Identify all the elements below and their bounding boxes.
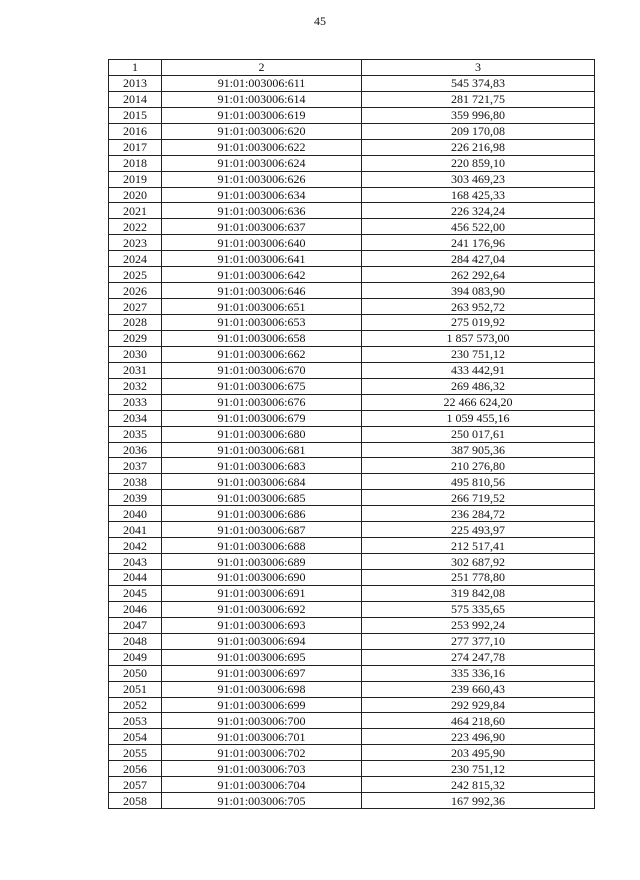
cadastral-number-cell: 91:01:003006:704 <box>162 777 362 793</box>
cadastral-number-cell: 91:01:003006:636 <box>162 203 362 219</box>
cadastral-number-cell: 91:01:003006:683 <box>162 458 362 474</box>
cadastral-number-cell: 91:01:003006:697 <box>162 665 362 681</box>
value-cell: 292 929,84 <box>362 697 595 713</box>
value-cell: 239 660,43 <box>362 681 595 697</box>
value-cell: 359 996,80 <box>362 107 595 123</box>
row-number-cell: 2048 <box>109 633 162 649</box>
row-number-cell: 2028 <box>109 315 162 331</box>
value-cell: 212 517,41 <box>362 538 595 554</box>
value-cell: 284 427,04 <box>362 251 595 267</box>
value-cell: 456 522,00 <box>362 219 595 235</box>
value-cell: 236 284,72 <box>362 506 595 522</box>
row-number-cell: 2032 <box>109 378 162 394</box>
table-row <box>109 777 595 793</box>
row-number-cell: 2052 <box>109 697 162 713</box>
cadastral-number-cell: 91:01:003006:637 <box>162 219 362 235</box>
table-row <box>109 139 595 155</box>
row-number-cell: 2024 <box>109 251 162 267</box>
cadastral-number-cell: 91:01:003006:658 <box>162 330 362 346</box>
table-row <box>109 187 595 203</box>
cadastral-number-cell: 91:01:003006:698 <box>162 681 362 697</box>
table-row <box>109 442 595 458</box>
row-number-cell: 2041 <box>109 522 162 538</box>
cadastral-number-cell: 91:01:003006:626 <box>162 171 362 187</box>
row-number-cell: 2035 <box>109 426 162 442</box>
table-row <box>109 761 595 777</box>
row-number-cell: 2055 <box>109 745 162 761</box>
table-row <box>109 267 595 283</box>
cadastral-number-cell: 91:01:003006:699 <box>162 697 362 713</box>
cadastral-number-cell: 91:01:003006:611 <box>162 75 362 91</box>
value-cell: 464 218,60 <box>362 713 595 729</box>
cadastral-number-cell: 91:01:003006:695 <box>162 649 362 665</box>
cadastral-number-cell: 91:01:003006:670 <box>162 362 362 378</box>
cadastral-number-cell: 91:01:003006:614 <box>162 91 362 107</box>
cadastral-number-cell: 91:01:003006:651 <box>162 299 362 315</box>
row-number-cell: 2013 <box>109 75 162 91</box>
column-header-1: 1 <box>109 60 162 76</box>
cadastral-number-cell: 91:01:003006:662 <box>162 346 362 362</box>
value-cell: 220 859,10 <box>362 155 595 171</box>
cadastral-number-cell: 91:01:003006:705 <box>162 793 362 809</box>
value-cell: 251 778,80 <box>362 570 595 586</box>
cadastral-number-cell: 91:01:003006:691 <box>162 585 362 601</box>
cadastral-number-cell: 91:01:003006:634 <box>162 187 362 203</box>
value-cell: 230 751,12 <box>362 761 595 777</box>
value-cell: 545 374,83 <box>362 75 595 91</box>
row-number-cell: 2046 <box>109 601 162 617</box>
value-cell: 1 059 455,16 <box>362 410 595 426</box>
cadastral-number-cell: 91:01:003006:689 <box>162 554 362 570</box>
table-row <box>109 570 595 586</box>
row-number-cell: 2018 <box>109 155 162 171</box>
table-row <box>109 315 595 331</box>
row-number-cell: 2021 <box>109 203 162 219</box>
cadastral-number-cell: 91:01:003006:642 <box>162 267 362 283</box>
table-row <box>109 490 595 506</box>
table-row <box>109 75 595 91</box>
table-row <box>109 697 595 713</box>
table-row <box>109 633 595 649</box>
value-cell: 303 469,23 <box>362 171 595 187</box>
value-cell: 226 324,24 <box>362 203 595 219</box>
value-cell: 495 810,56 <box>362 474 595 490</box>
table-row <box>109 171 595 187</box>
row-number-cell: 2045 <box>109 585 162 601</box>
table-row <box>109 617 595 633</box>
table-row <box>109 506 595 522</box>
row-number-cell: 2038 <box>109 474 162 490</box>
row-number-cell: 2027 <box>109 299 162 315</box>
table-row <box>109 793 595 809</box>
value-cell: 281 721,75 <box>362 91 595 107</box>
row-number-cell: 2042 <box>109 538 162 554</box>
row-number-cell: 2037 <box>109 458 162 474</box>
cadastral-number-cell: 91:01:003006:653 <box>162 315 362 331</box>
cadastral-number-cell: 91:01:003006:700 <box>162 713 362 729</box>
value-cell: 209 170,08 <box>362 123 595 139</box>
value-cell: 387 905,36 <box>362 442 595 458</box>
table-row <box>109 346 595 362</box>
table-header-row <box>109 60 595 76</box>
table-row <box>109 219 595 235</box>
value-cell: 210 276,80 <box>362 458 595 474</box>
value-cell: 302 687,92 <box>362 554 595 570</box>
row-number-cell: 2017 <box>109 139 162 155</box>
table-row <box>109 474 595 490</box>
value-cell: 242 815,32 <box>362 777 595 793</box>
row-number-cell: 2033 <box>109 394 162 410</box>
cadastral-number-cell: 91:01:003006:646 <box>162 283 362 299</box>
value-cell: 226 216,98 <box>362 139 595 155</box>
table-row <box>109 283 595 299</box>
value-cell: 203 495,90 <box>362 745 595 761</box>
row-number-cell: 2036 <box>109 442 162 458</box>
cadastral-number-cell: 91:01:003006:690 <box>162 570 362 586</box>
value-cell: 319 842,08 <box>362 585 595 601</box>
value-cell: 253 992,24 <box>362 617 595 633</box>
value-cell: 263 952,72 <box>362 299 595 315</box>
value-cell: 225 493,97 <box>362 522 595 538</box>
table-row <box>109 235 595 251</box>
cadastral-number-cell: 91:01:003006:622 <box>162 139 362 155</box>
table-row <box>109 522 595 538</box>
row-number-cell: 2020 <box>109 187 162 203</box>
row-number-cell: 2044 <box>109 570 162 586</box>
value-cell: 335 336,16 <box>362 665 595 681</box>
table-row <box>109 362 595 378</box>
table-row <box>109 458 595 474</box>
row-number-cell: 2014 <box>109 91 162 107</box>
row-number-cell: 2047 <box>109 617 162 633</box>
cadastral-number-cell: 91:01:003006:641 <box>162 251 362 267</box>
page-number: 45 <box>314 14 326 28</box>
cadastral-number-cell: 91:01:003006:681 <box>162 442 362 458</box>
table-row <box>109 601 595 617</box>
row-number-cell: 2019 <box>109 171 162 187</box>
cadastral-number-cell: 91:01:003006:692 <box>162 601 362 617</box>
row-number-cell: 2023 <box>109 235 162 251</box>
table-row <box>109 538 595 554</box>
row-number-cell: 2054 <box>109 729 162 745</box>
row-number-cell: 2026 <box>109 283 162 299</box>
value-cell: 230 751,12 <box>362 346 595 362</box>
cadastral-number-cell: 91:01:003006:685 <box>162 490 362 506</box>
value-cell: 241 176,96 <box>362 235 595 251</box>
cadastral-number-cell: 91:01:003006:703 <box>162 761 362 777</box>
row-number-cell: 2056 <box>109 761 162 777</box>
value-cell: 22 466 624,20 <box>362 394 595 410</box>
value-cell: 262 292,64 <box>362 267 595 283</box>
value-cell: 269 486,32 <box>362 378 595 394</box>
cadastral-number-cell: 91:01:003006:688 <box>162 538 362 554</box>
cadastral-number-cell: 91:01:003006:702 <box>162 745 362 761</box>
value-cell: 223 496,90 <box>362 729 595 745</box>
table-row <box>109 745 595 761</box>
table-row <box>109 378 595 394</box>
row-number-cell: 2057 <box>109 777 162 793</box>
cadastral-number-cell: 91:01:003006:640 <box>162 235 362 251</box>
column-header-2: 2 <box>162 60 362 76</box>
row-number-cell: 2034 <box>109 410 162 426</box>
row-number-cell: 2051 <box>109 681 162 697</box>
row-number-cell: 2058 <box>109 793 162 809</box>
table-row <box>109 330 595 346</box>
row-number-cell: 2016 <box>109 123 162 139</box>
cadastral-number-cell: 91:01:003006:619 <box>162 107 362 123</box>
cadastral-number-cell: 91:01:003006:624 <box>162 155 362 171</box>
value-cell: 277 377,10 <box>362 633 595 649</box>
table-row <box>109 91 595 107</box>
table-row <box>109 426 595 442</box>
row-number-cell: 2053 <box>109 713 162 729</box>
cadastral-number-cell: 91:01:003006:680 <box>162 426 362 442</box>
row-number-cell: 2015 <box>109 107 162 123</box>
table-row <box>109 394 595 410</box>
row-number-cell: 2040 <box>109 506 162 522</box>
cadastral-number-cell: 91:01:003006:620 <box>162 123 362 139</box>
table-row <box>109 554 595 570</box>
row-number-cell: 2049 <box>109 649 162 665</box>
cadastral-number-cell: 91:01:003006:675 <box>162 378 362 394</box>
row-number-cell: 2022 <box>109 219 162 235</box>
value-cell: 266 719,52 <box>362 490 595 506</box>
row-number-cell: 2029 <box>109 330 162 346</box>
table-row <box>109 665 595 681</box>
table-row <box>109 713 595 729</box>
value-cell: 168 425,33 <box>362 187 595 203</box>
table-row <box>109 107 595 123</box>
table-row <box>109 410 595 426</box>
row-number-cell: 2039 <box>109 490 162 506</box>
cadastral-number-cell: 91:01:003006:679 <box>162 410 362 426</box>
value-cell: 167 992,36 <box>362 793 595 809</box>
row-number-cell: 2031 <box>109 362 162 378</box>
column-header-3: 3 <box>362 60 595 76</box>
row-number-cell: 2025 <box>109 267 162 283</box>
cadastral-number-cell: 91:01:003006:701 <box>162 729 362 745</box>
value-cell: 394 083,90 <box>362 283 595 299</box>
cadastral-value-table <box>108 59 595 809</box>
table-row <box>109 681 595 697</box>
table-row <box>109 729 595 745</box>
cadastral-number-cell: 91:01:003006:693 <box>162 617 362 633</box>
cadastral-number-cell: 91:01:003006:686 <box>162 506 362 522</box>
cadastral-number-cell: 91:01:003006:684 <box>162 474 362 490</box>
value-cell: 575 335,65 <box>362 601 595 617</box>
value-cell: 274 247,78 <box>362 649 595 665</box>
value-cell: 275 019,92 <box>362 315 595 331</box>
table-row <box>109 299 595 315</box>
value-cell: 250 017,61 <box>362 426 595 442</box>
table-row <box>109 585 595 601</box>
value-cell: 1 857 573,00 <box>362 330 595 346</box>
table-row <box>109 203 595 219</box>
table-row <box>109 251 595 267</box>
row-number-cell: 2043 <box>109 554 162 570</box>
table-row <box>109 649 595 665</box>
cadastral-number-cell: 91:01:003006:676 <box>162 394 362 410</box>
row-number-cell: 2050 <box>109 665 162 681</box>
value-cell: 433 442,91 <box>362 362 595 378</box>
cadastral-number-cell: 91:01:003006:694 <box>162 633 362 649</box>
table-row <box>109 123 595 139</box>
cadastral-number-cell: 91:01:003006:687 <box>162 522 362 538</box>
table-row <box>109 155 595 171</box>
row-number-cell: 2030 <box>109 346 162 362</box>
